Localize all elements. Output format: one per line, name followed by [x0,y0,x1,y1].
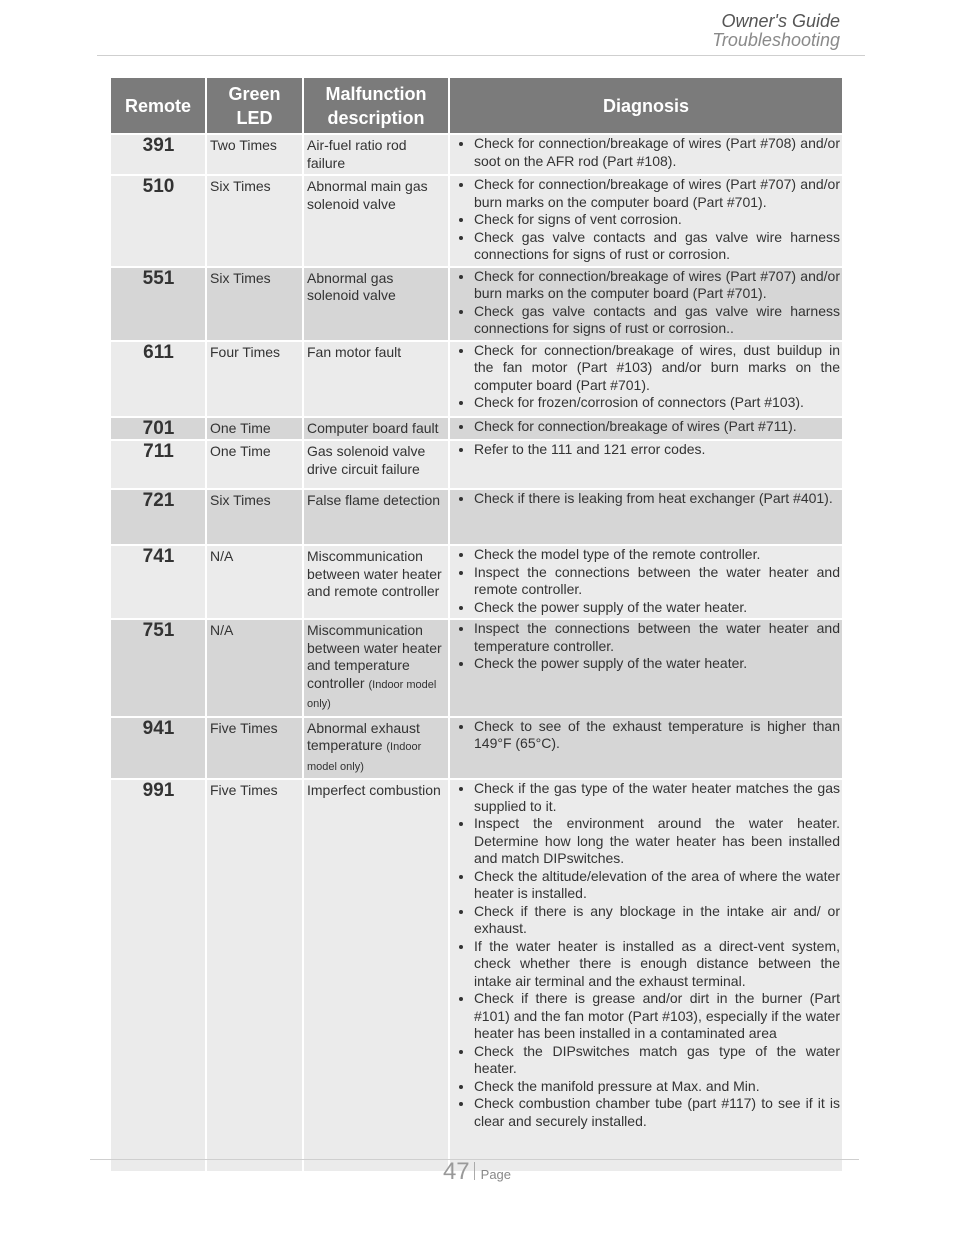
diagnosis-item: • Check gas valve contacts and gas valve wire harness connections for signs of rust or corrosion. [474,229,840,264]
table-row [111,544,842,618]
diagnosis-cell [450,488,842,544]
diagnosis-cell [450,716,842,779]
diagnosis-item: • Check for connection/breakage of wires, dust buildup in the fan motor (Part #103) and/or burn marks on the computer board (Part #701). [474,342,840,395]
page-label: Page [480,1167,512,1182]
diagnosis-item: • Check gas valve contacts and gas valve wire harness connections for signs of rust or corrosion.. [474,303,840,338]
diagnosis-cell [450,544,842,618]
remote-code: 551 [111,266,207,340]
remote-code: 721 [111,488,207,544]
diagnosis-item: • Check the model type of the remote controller. [474,546,840,564]
diagnosis-cell [450,133,842,174]
diagnosis-item: • Check if there is any blockage in the intake air and/ or exhaust. [474,903,840,938]
diagnosis-item: • Check the power supply of the water heater. [474,599,840,617]
malfunction-description [304,544,450,618]
diagnosis-item: • Check to see of the exhaust temperature is higher than 149°F (65°C). [474,718,840,753]
diagnosis-list [454,135,840,170]
malfunction-description [304,439,450,488]
diagnosis-cell [450,439,842,488]
malfunction-text: Abnormal gas solenoid valve [307,269,396,303]
table-row [111,439,842,488]
diagnosis-item: • Check if there is grease and/or dirt in the burner (Part #101) and the fan motor (Part #103), especially if the water heater has been installed in a contaminated area [474,990,840,1043]
remote-code: 941 [111,716,207,779]
malfunction-text: Gas solenoid valve drive circuit failure [307,443,426,477]
malfunction-text: Abnormal main gas solenoid valve [307,178,428,212]
diagnosis-item: • Check for connection/breakage of wires (Part #708) and/or soot on the AFR rod (Part #108). [474,135,840,170]
table-row [111,416,842,440]
remote-code: 611 [111,340,207,416]
diagnosis-list [454,268,840,338]
malfunction-text: Computer board fault [307,419,439,436]
malfunction-description [304,618,450,716]
diagnosis-item: • Inspect the connections between the water heater and temperature controller. [474,620,840,655]
diagnosis-item: • Check for signs of vent corrosion. [474,211,840,229]
remote-code: 701 [111,416,207,440]
malfunction-text: Air-fuel ratio rod failure [307,137,407,171]
page-footer [0,1158,954,1186]
diagnosis-item: • Check for connection/breakage of wires (Part #707) and/or burn marks on the computer board (Part #701). [474,176,840,211]
malfunction-text: Miscommunication between water heater and temperature controller [307,622,442,691]
diagnosis-item: • Check if the gas type of the water heater matches the gas supplied to it. [474,780,840,815]
table-row [111,340,842,416]
green-led-count: Four Times [207,340,304,416]
malfunction-note: (Indoor model only) [307,741,422,773]
table-body [111,133,842,1171]
green-led-count: One Time [207,416,304,440]
diagnosis-item: • If the water heater is installed as a direct-vent system, check whether there is enough distance between the intake air terminal and the exhaust terminal. [474,938,840,991]
malfunction-text: False flame detection [307,492,441,508]
column-header-diagnosis: Diagnosis [450,78,842,133]
malfunction-description [304,133,450,174]
table-row [111,488,842,544]
green-led-count: Five Times [207,778,304,1171]
diagnosis-item: • Check the manifold pressure at Max. and Min. [474,1078,840,1096]
troubleshooting-table-container [111,78,842,1171]
green-led-count: N/A [207,618,304,716]
malfunction-description [304,778,450,1171]
remote-code: 391 [111,133,207,174]
diagnosis-item: • Inspect the environment around the water heater. Determine how long the water heater has been installed and match DIPswitches. [474,815,840,868]
diagnosis-list [454,176,840,264]
diagnosis-item: • Check for connection/breakage of wires (Part #707) and/or burn marks on the computer board (Part #701). [474,268,840,303]
diagnosis-item: • Check if there is leaking from heat exchanger (Part #401). [474,490,840,508]
diagnosis-list [454,780,840,1130]
remote-code: 741 [111,544,207,618]
diagnosis-cell [450,266,842,340]
green-led-count: Six Times [207,174,304,266]
malfunction-text: Imperfect combustion [307,782,441,798]
diagnosis-item: • Check the altitude/elevation of the area of where the water heater is installed. [474,868,840,903]
green-led-count: One Time [207,439,304,488]
malfunction-description [304,416,450,440]
page-header [712,12,840,50]
green-led-count: Six Times [207,266,304,340]
diagnosis-list [454,441,840,459]
diagnosis-list [454,718,840,753]
table-row [111,266,842,340]
troubleshooting-table [111,78,842,1171]
remote-code: 711 [111,439,207,488]
column-header-green-led: Green LED [207,78,304,133]
diagnosis-item: • Check the DIPswitches match gas type of the water heater. [474,1043,840,1078]
diagnosis-cell [450,416,842,440]
green-led-count: Five Times [207,716,304,779]
header-divider [97,55,865,56]
table-row [111,716,842,779]
malfunction-description [304,174,450,266]
diagnosis-item: • Check for connection/breakage of wires (Part #711). [474,418,840,436]
remote-code: 510 [111,174,207,266]
malfunction-text: Abnormal exhaust temperature [307,719,420,753]
diagnosis-cell [450,618,842,716]
diagnosis-item: • Refer to the 111 and 121 error codes. [474,441,840,459]
table-row [111,174,842,266]
diagnosis-list [454,620,840,673]
table-header-row [111,78,842,133]
diagnosis-item: • Inspect the connections between the water heater and remote controller. [474,564,840,599]
malfunction-note: (Indoor model only) [307,678,437,710]
green-led-count: Six Times [207,488,304,544]
malfunction-description [304,488,450,544]
diagnosis-item: • Check the power supply of the water heater. [474,655,840,673]
remote-code: 751 [111,618,207,716]
column-header-malfunction: Malfunction description [304,78,450,133]
table-row [111,778,842,1171]
page-number: 47 [442,1158,470,1185]
remote-code: 991 [111,778,207,1171]
guide-title: Owner's Guide [721,11,840,31]
diagnosis-cell [450,340,842,416]
table-row [111,133,842,174]
section-title: Troubleshooting [712,30,840,50]
diagnosis-list [454,418,840,436]
diagnosis-cell [450,174,842,266]
diagnosis-list [454,490,840,508]
malfunction-description [304,716,450,779]
page-separator [474,1162,475,1180]
malfunction-description [304,266,450,340]
diagnosis-list [454,342,840,412]
diagnosis-item: • Check combustion chamber tube (part #117) to see if it is clear and securely installed. [474,1095,840,1130]
malfunction-text: Fan motor fault [307,343,402,360]
table-row [111,618,842,716]
green-led-count: N/A [207,544,304,618]
diagnosis-cell [450,778,842,1171]
green-led-count: Two Times [207,133,304,174]
malfunction-description [304,340,450,416]
diagnosis-list [454,546,840,616]
malfunction-text: Miscommunication between water heater and remote controller [307,548,442,599]
diagnosis-item: • Check for frozen/corrosion of connectors (Part #103). [474,394,840,412]
column-header-remote: Remote [111,78,207,133]
